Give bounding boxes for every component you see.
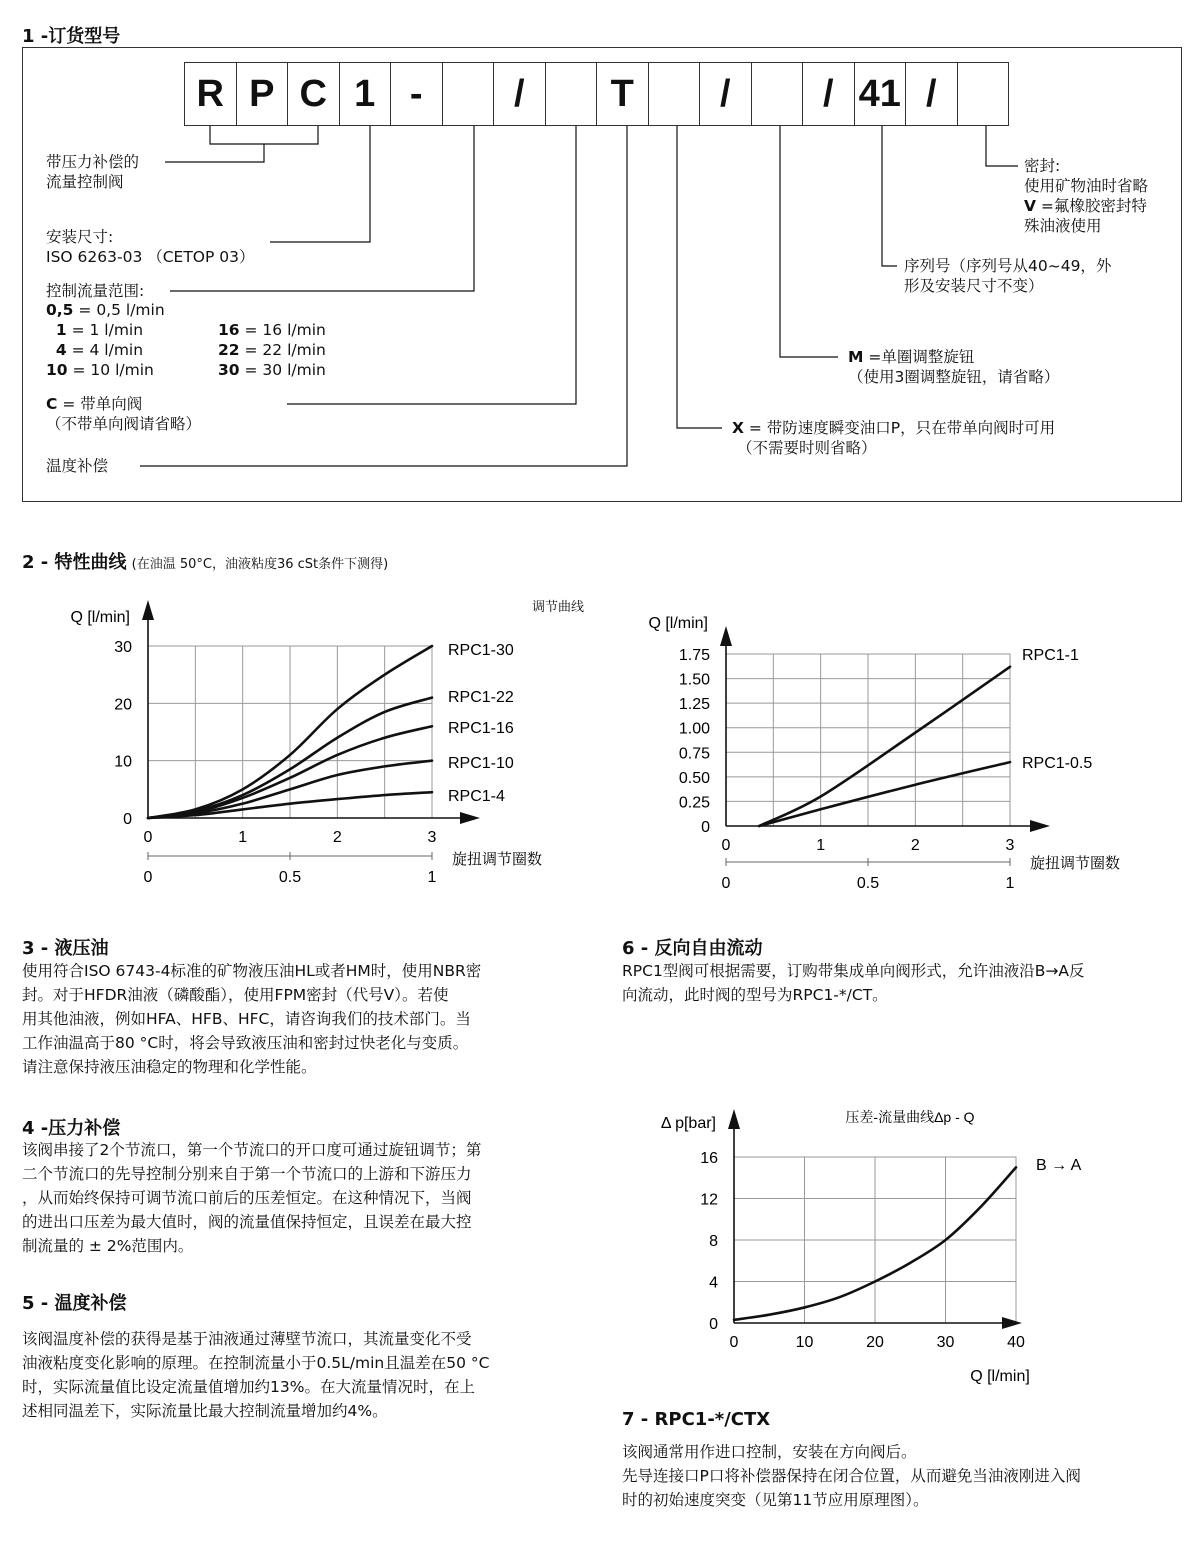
series-label: RPC1-30 [448, 642, 514, 659]
y-tick-label: 30 [114, 639, 132, 656]
secondary-tick-label: 1 [427, 869, 437, 886]
series-label: RPC1-22 [448, 689, 514, 706]
y-axis-arrow [728, 1109, 740, 1129]
secondary-tick-label: 0 [143, 869, 153, 886]
y-axis-label: Q [l/min] [648, 615, 708, 632]
x-tick-label: 1 [816, 837, 826, 854]
x-tick-label: 3 [1005, 837, 1015, 854]
order-code-cell: / [905, 62, 958, 126]
label-check-valve: C = 带单向阀 （不带单向阀请省略） [46, 395, 202, 433]
x-axis-arrow [1002, 1317, 1022, 1329]
x-tick-label: 1 [238, 829, 248, 846]
y-tick-label: 0 [709, 1316, 718, 1333]
secondary-tick-label: 0.5 [856, 875, 880, 892]
series-label: B → A [1036, 1157, 1082, 1174]
y-axis-arrow [142, 600, 154, 620]
order-code-cell: / [802, 62, 855, 126]
order-code-cell: 41 [854, 62, 907, 126]
label-knob: M =单圈调整旋钮 （使用3圈调整旋钮，请省略） [848, 348, 1060, 386]
y-axis-label: Δ p[bar] [660, 1115, 716, 1132]
secondary-tick-label: 0.5 [278, 869, 302, 886]
x-axis-arrow [1030, 820, 1050, 832]
x-axis-label: 旋扭调节圈数 [452, 851, 543, 868]
section-4-body: 该阀串接了2个节流口，第一个节流口的开口度可通过旋钮调节；第 二个节流口的先导控制分别来自于第一个节流口的上游和下游压力 ，从而始终保持可调节流口前后的压差恒定。在这种情况下，当阀 的进出口压差为最大值时，阀的流量值保持恒定，且误差在最大控 制流量的 ± 2%范围内。 [22, 1141, 482, 1255]
y-tick-label: 1.00 [678, 720, 710, 738]
x-axis-label: 旋扭调节圈数 [1030, 855, 1121, 872]
x-tick-label: 20 [866, 1334, 884, 1351]
label-seal: 密封: 使用矿物油时省略 V =氟橡胶密封特 殊油液使用 [1024, 157, 1149, 235]
x-tick-label: 30 [936, 1334, 955, 1351]
label-size: 安装尺寸: ISO 6263-03 （CETOP 03） [46, 228, 255, 266]
y-tick-label: 4 [709, 1274, 718, 1292]
y-tick-label: 20 [114, 696, 132, 714]
order-code-cell: R [184, 62, 237, 126]
section-3-body: 使用符合ISO 6743-4标准的矿物液压油HL或者HM时，使用NBR密 封。对于HFDR油液（磷酸酯），使用FPM密封（代号V）。若使 用其他油液，例如HFA、HFB、HFC，请咨询我们的技术部门。当 工作油温高于80 °C时，将会导致液压油和密封过快老化与变质。 请注意保持液压油稳定的物理和化学性能。 [22, 962, 482, 1076]
series-label: RPC1-0.5 [1022, 755, 1093, 772]
secondary-tick-label: 1 [1005, 875, 1015, 892]
x-axis-arrow [460, 812, 480, 824]
label-series: 序列号（序列号从40~49，外 形及安装尺寸不变） [904, 257, 1112, 295]
series-label: RPC1-10 [448, 755, 514, 772]
y-tick-label: 1.75 [678, 647, 710, 664]
flow-range-list-1: 0,5 = 0,5 l/min 1 = 1 l/min 4 = 4 l/min 10 = 10 l/min [46, 301, 165, 379]
chart-flow-vs-turns-small [620, 600, 1160, 900]
order-code-cell: P [236, 62, 289, 126]
order-code-cell: / [493, 62, 546, 126]
y-tick-label: 1.25 [678, 696, 710, 714]
flow-range-list-2: 16 = 16 l/min 22 = 22 l/min 30 = 30 l/min [218, 321, 326, 379]
x-tick-label: 0 [143, 829, 153, 846]
section-2-subtitle: (在油温 50°C，油液粘度36 cSt条件下测得) [131, 557, 389, 572]
y-tick-label: 0.50 [678, 769, 710, 787]
y-tick-label: 16 [700, 1150, 718, 1167]
section-6-title: 6 - 反向自由流动 [622, 938, 763, 959]
label-flow-title: 控制流量范围: [46, 282, 145, 300]
x-tick-label: 0 [729, 1334, 739, 1351]
y-tick-label: 0 [123, 811, 132, 828]
order-code-cell: T [596, 62, 649, 126]
y-tick-label: 0.25 [678, 794, 710, 812]
label-compensated: 带压力补偿的 流量控制阀 [46, 153, 140, 191]
section-4-title: 4 -压力补偿 [22, 1118, 121, 1139]
x-tick-label: 2 [910, 837, 920, 854]
x-tick-label: 40 [1007, 1334, 1025, 1351]
series-label: RPC1-4 [448, 788, 505, 805]
order-code-cell: / [699, 62, 752, 126]
section-7-title: 7 - RPC1-*/CTX [622, 1409, 771, 1430]
series-label: RPC1-16 [448, 720, 514, 737]
x-axis-label: Q [l/min] [970, 1368, 1030, 1385]
curve-label: 调节曲线 [532, 600, 585, 615]
y-tick-label: 0.75 [678, 745, 710, 763]
y-tick-label: 8 [709, 1233, 718, 1250]
order-code-cell: 1 [339, 62, 392, 126]
series-label: RPC1-1 [1022, 647, 1079, 664]
x-tick-label: 3 [427, 829, 437, 846]
chart-title: 压差-流量曲线Δp - Q [845, 1109, 975, 1125]
y-tick-label: 12 [700, 1191, 718, 1209]
y-axis-arrow [720, 626, 732, 646]
x-tick-label: 2 [332, 829, 342, 846]
y-tick-label: 0 [701, 819, 710, 836]
section-1-title: 1 -订货型号 [22, 26, 121, 47]
y-axis-label: Q [l/min] [70, 609, 130, 626]
order-code-cell: - [390, 62, 443, 126]
section-6-body: RPC1型阀可根据需要，订购带集成单向阀形式，允许油液沿B→A反 向流动，此时阀的型号为RPC1-*/CT。 [622, 962, 1085, 1004]
x-tick-label: 10 [795, 1334, 814, 1351]
section-5-body: 该阀温度补偿的获得是基于油液通过薄壁节流口，其流量变化不受 油液粘度变化影响的原理。在控制流量小于0.5L/min且温差在50 °C 时，实际流量值比设定流量值增加约13%。在大流量情况时，在上 述相同温差下，实际流量比最大控制流量增加约4%。 [22, 1330, 490, 1420]
chart-flow-vs-turns-large [40, 590, 580, 900]
section-7-body: 该阀通常用作进口控制，安装在方向阀后。 先导连接口P口将补偿器保持在闭合位置，从而避免当油液刚进入阀 时的初始速度突变（见第11节应用原理图）。 [622, 1443, 1081, 1509]
section-2-title: 2 - 特性曲线 [22, 552, 127, 573]
label-temp-comp: 温度补偿 [46, 457, 109, 475]
y-tick-label: 1.50 [678, 671, 710, 689]
label-port-x: X = 带防速度瞬变油口P，只在带单向阀时可用 （不需要时则省略） [732, 419, 1056, 457]
series-line-rpc1-0-5 [759, 762, 1010, 826]
y-tick-label: 10 [114, 753, 132, 771]
section-2-header [22, 548, 388, 574]
chart-pressure-drop [630, 1100, 1100, 1395]
section-3-title: 3 - 液压油 [22, 938, 109, 959]
x-tick-label: 0 [721, 837, 731, 854]
order-code-cell: C [287, 62, 340, 126]
series-line-rpc1-1 [759, 667, 1010, 826]
secondary-tick-label: 0 [721, 875, 731, 892]
section-5-title: 5 - 温度补偿 [22, 1293, 127, 1314]
